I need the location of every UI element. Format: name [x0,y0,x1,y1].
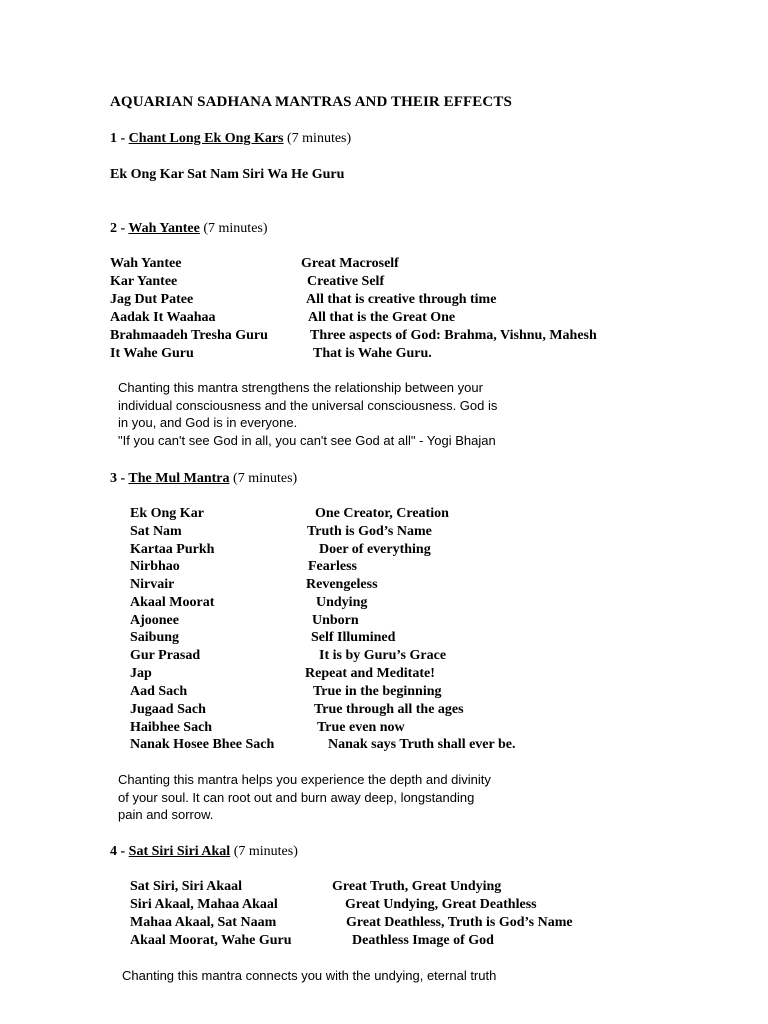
mantra-line: Akaal Moorat, Wahe Guru [130,933,292,948]
translation-line: One Creator, Creation [315,506,449,521]
section-3-number: 3 - [110,471,129,486]
page-title: AQUARIAN SADHANA MANTRAS AND THEIR EFFECTS [110,94,512,110]
mantra-line: Nanak Hosee Bhee Sach [130,737,275,752]
mantra-line: Nirvair [130,577,175,592]
mantra-line: Sat Siri, Siri Akaal [130,879,243,894]
section-2-duration: (7 minutes) [199,221,268,236]
section-4-duration: (7 minutes) [230,844,298,859]
translation-line: Repeat and Meditate! [305,666,435,681]
mantra-line: Kar Yantee [110,274,178,289]
section-1-heading [110,132,351,146]
mantra-line: Jugaad Sach [130,702,206,717]
mantra-line: Sat Nam [130,524,182,539]
translation-line: Truth is God’s Name [307,524,432,539]
section-3-duration: (7 minutes) [229,471,298,486]
mantra-line: Aadak It Waahaa [110,310,216,325]
translation-line: Unborn [312,613,359,628]
section-4-description: Chanting this mantra connects you with the undying, eternal truth [122,968,497,983]
mantra-line: Kartaa Purkh [130,542,215,557]
translation-line: Great Truth, Great Undying [332,879,502,894]
mantra-line: Gur Prasad [130,648,201,663]
translation-line: True in the beginning [313,684,442,699]
mantra-line: Haibhee Sach [130,720,213,735]
translation-line: Creative Self [307,274,385,289]
mantra-line: Siri Akaal, Mahaa Akaal [130,897,278,912]
translation-line: Great Deathless, Truth is God’s Name [346,915,573,930]
translation-line: Nanak says Truth shall ever be. [328,737,516,752]
mantra-line: Wah Yantee [110,256,182,271]
mantra-line: Mahaa Akaal, Sat Naam [130,915,277,930]
section-1-number: 1 - [110,131,129,146]
translation-line: Fearless [308,559,357,574]
translation-line: That is Wahe Guru. [313,346,432,361]
translation-line: All that is the Great One [308,310,456,325]
translation-line: Deathless Image of God [352,933,494,948]
section-2-number: 2 - [110,221,129,236]
translation-line: True through all the ages [314,702,464,717]
section-3-heading [110,472,297,486]
mantra-line: Jag Dut Patee [110,292,194,307]
mantra-line: Brahmaadeh Tresha Guru [110,328,268,343]
section-2-description: Chanting this mantra strengthens the relationship between your individual consciousness and the universal consciousness. God is in you, and God is in everyone. "If you can't see God in all, you can't see God at all" - Yogi Bhajan [118,380,498,448]
translation-line: It is by Guru’s Grace [319,648,447,663]
translation-line: True even now [317,720,405,735]
translation-line: Revengeless [306,577,378,592]
mantra-line: Nirbhao [130,559,180,574]
translation-line: Self Illumined [311,630,396,645]
section-1-mantra: Ek Ong Kar Sat Nam Siri Wa He Guru [110,167,345,182]
section-2-heading [110,222,268,236]
section-1-name: Chant Long Ek Ong Kars [128,131,284,146]
translation-line: All that is creative through time [306,292,497,307]
section-4-heading [110,845,298,859]
translation-line: Great Macroself [301,256,399,271]
section-3-description: Chanting this mantra helps you experience the depth and divinity of your soul. It can root out and burn away deep, longstanding pain and sorrow. [118,772,491,822]
mantra-line: Aad Sach [130,684,188,699]
translation-line: Three aspects of God: Brahma, Vishnu, Mahesh [310,328,597,343]
mantra-line: Ajoonee [130,613,179,628]
section-4-name: Sat Siri Siri Akal [128,844,231,859]
translation-line: Great Undying, Great Deathless [345,897,537,912]
section-3-name: The Mul Mantra [128,471,230,486]
mantra-line: Saibung [130,630,180,645]
mantra-line: It Wahe Guru [110,346,194,361]
translation-line: Doer of everything [319,542,431,557]
mantra-line: Akaal Moorat [130,595,215,610]
mantra-line: Ek Ong Kar [130,506,204,521]
translation-line: Undying [316,595,368,610]
mantra-line: Jap [130,666,152,681]
section-1-duration: (7 minutes) [283,131,352,146]
section-2-name: Wah Yantee [128,221,200,236]
section-4-number: 4 - [110,844,129,859]
